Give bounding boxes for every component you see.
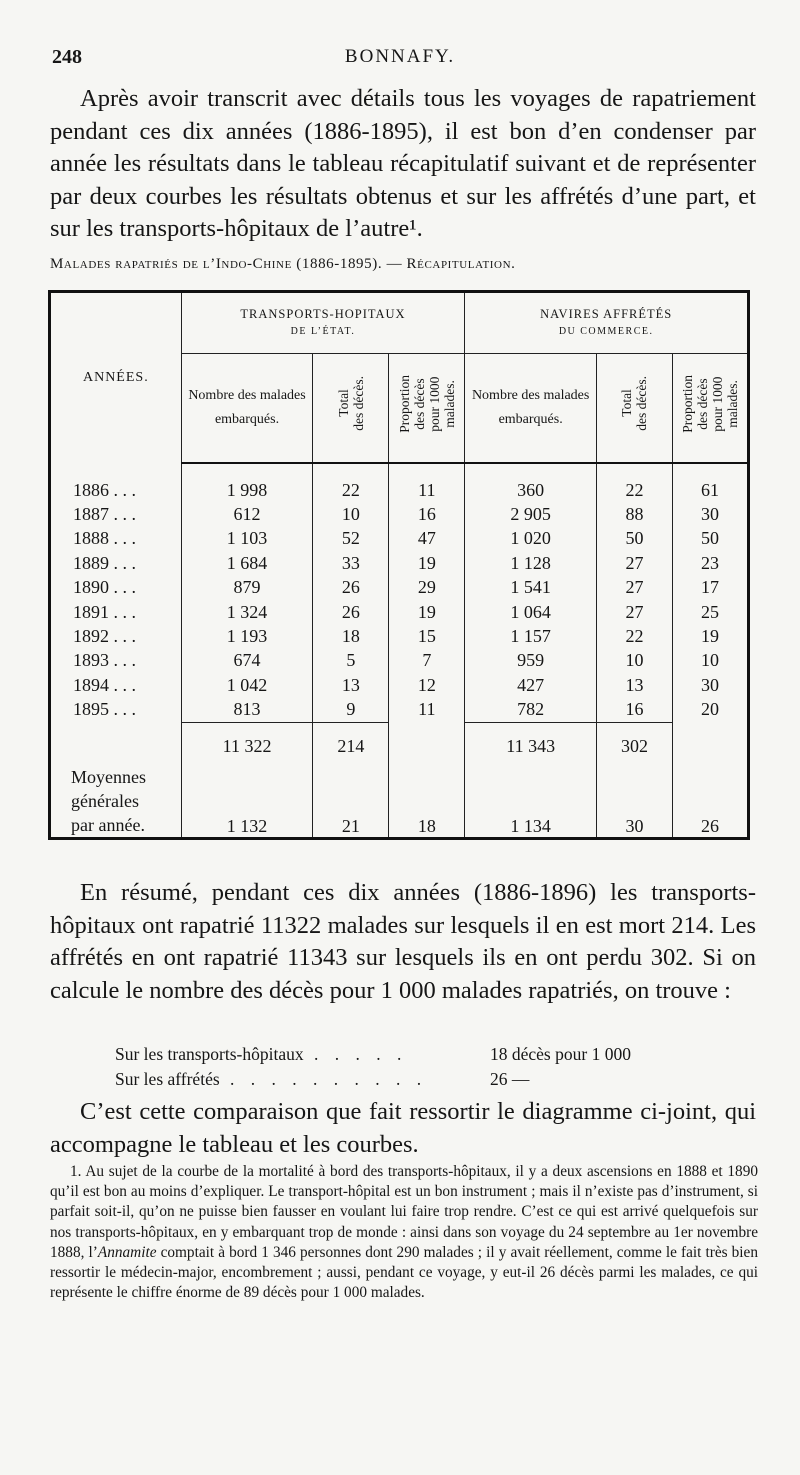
ship-name: Annamite bbox=[97, 1243, 157, 1261]
group-subtitle-transports: DE L’ÉTAT. bbox=[290, 326, 356, 337]
years-header: ANNÉES. bbox=[82, 370, 149, 385]
table-caption-right: Récapitulation. bbox=[406, 256, 516, 272]
conclusion-paragraph bbox=[50, 1096, 756, 1161]
table-row: 1886 . . . 1 998 22 11 360 22 61 bbox=[50, 478, 749, 502]
summary-text: En résumé, pendant ces dix années (1886-1896) les transports-hôpitaux ont rapatrié 11322 malades sur lesquels il en est mort 214. Les affrétés en ont rapatrié 11343 sur lesquels ils en ont perdu 302. Si on calcule le nombre des décès pour 1 000 malades rapatriés, on trouve : bbox=[50, 879, 756, 1004]
table-row: 1892 . . . 1 193 18 15 1 157 22 19 bbox=[50, 624, 749, 648]
moy-malades-af: 1 134 bbox=[465, 757, 597, 839]
running-title: BONNAFY. bbox=[344, 46, 456, 67]
footnote: 1. Au sujet de la courbe de la mortalité à bord des transports-hôpitaux, il y a deux ascensions en 1888 et 1890 qu’il est bon au moins d’expliquer. Le transport-hôpital est un bon instrument ; mais il n’existe pas d’instrument, si parfait soit-il, qu’on ne puisse bien fausser en voulant lui faire trop rendre. C’est ce qui est arrivé quelquefois sur nos transports-hôpitaux, en y embarquant trop de monde : ainsi dans son voyage du 24 septembre au 1er novembre 1888, l’Annamite comptait à bord 1 346 personnes dont 290 malades ; il y avait réellement, comme le fait très bien ressortir le médecin-major, encombrement ; aussi, pendant ce voyage, y eut-il 26 décès parmi les malades, ce qui représente le chiffre énorme de 89 décès pour 1 000 malades. bbox=[50, 1163, 758, 1302]
table-row: 1890 . . . 879 26 29 1 541 27 17 bbox=[50, 576, 749, 600]
intro-paragraph bbox=[50, 83, 756, 246]
col-header-malades-th: Nombre des malades embarqués. bbox=[181, 354, 313, 464]
table-row: 1888 . . . 1 103 52 47 1 020 50 50 bbox=[50, 527, 749, 551]
intro-text: Après avoir transcrit avec détails tous les voyages de rapatriement pendant ces dix années (1886-1895), il est bon d’en condenser par année les résultats dans le tableau récapitulatif suivant et de représenter par deux courbes les résultats obtenus et sur les affrétés d’une part, et sur les transports-hôpitaux de l’autre¹. bbox=[50, 85, 756, 242]
group-header-transports bbox=[181, 292, 465, 354]
col-header-deces-th bbox=[313, 354, 389, 464]
group-title-affretes: NAVIRES AFFRÉTÉS bbox=[540, 307, 673, 321]
table-caption-left: Malades rapatriés de l’Indo-Chine (1886-1895). bbox=[50, 256, 383, 272]
table-row: 1895 . . . 813 9 11 782 16 20 bbox=[50, 698, 749, 723]
moy-deces-th: 21 bbox=[313, 757, 389, 839]
moyennes-label: Moyennes générales par année. bbox=[71, 766, 146, 835]
list-item: Sur les transports-hôpitaux . . . . . 18 décès pour 1 000 bbox=[115, 1044, 631, 1064]
result-list bbox=[115, 1042, 631, 1092]
list-item: Sur les affrétés . . . . . . . . . . 26 — bbox=[115, 1069, 530, 1089]
col-header-prop-th-text: Proportion des décès pour 1000 malades. bbox=[396, 374, 457, 433]
table-row: 1891 . . . 1 324 26 19 1 064 27 25 bbox=[50, 600, 749, 624]
col-header-prop-th bbox=[389, 354, 465, 464]
group-subtitle-affretes: DU COMMERCE. bbox=[558, 326, 654, 337]
table-caption-dash: — bbox=[386, 256, 403, 272]
table-row: 1889 . . . 1 684 33 19 1 128 27 23 bbox=[50, 551, 749, 575]
total-malades-th: 11 322 bbox=[181, 722, 313, 757]
col-header-deces-af-text: Total des décès. bbox=[619, 376, 650, 431]
col-header-prop-af-text: Proportion des décès pour 1000 malades. bbox=[679, 374, 740, 433]
group-title-transports: TRANSPORTS-HOPITAUX bbox=[240, 307, 406, 321]
moy-deces-af: 30 bbox=[597, 757, 673, 839]
col-header-deces-af bbox=[597, 354, 673, 464]
recap-table bbox=[48, 290, 750, 840]
page-header bbox=[52, 46, 748, 76]
total-deces-af: 302 bbox=[597, 722, 673, 757]
table-row: 1894 . . . 1 042 13 12 427 13 30 bbox=[50, 673, 749, 697]
conclusion-text: C’est cette comparaison que fait ressortir le diagramme ci-joint, qui accompagne le tableau et les courbes. bbox=[50, 1098, 756, 1158]
page-number: 248 bbox=[52, 46, 82, 68]
moy-prop-th: 18 bbox=[389, 757, 465, 839]
total-malades-af: 11 343 bbox=[465, 722, 597, 757]
col-header-malades-af: Nombre des malades embarqués. bbox=[465, 354, 597, 464]
moyennes-row bbox=[50, 757, 749, 839]
total-deces-th: 214 bbox=[313, 722, 389, 757]
totals-row bbox=[50, 722, 749, 757]
summary-paragraph bbox=[50, 877, 756, 1007]
moy-prop-af: 26 bbox=[672, 757, 748, 839]
col-header-prop-af bbox=[672, 354, 748, 464]
table-row: 1887 . . . 612 10 16 2 905 88 30 bbox=[50, 502, 749, 526]
table-caption bbox=[50, 256, 760, 273]
table-row: 1893 . . . 674 5 7 959 10 10 bbox=[50, 649, 749, 673]
moy-malades-th: 1 132 bbox=[181, 757, 313, 839]
group-header-affretes bbox=[465, 292, 749, 354]
col-header-deces-th-text: Total des décès. bbox=[335, 376, 366, 431]
